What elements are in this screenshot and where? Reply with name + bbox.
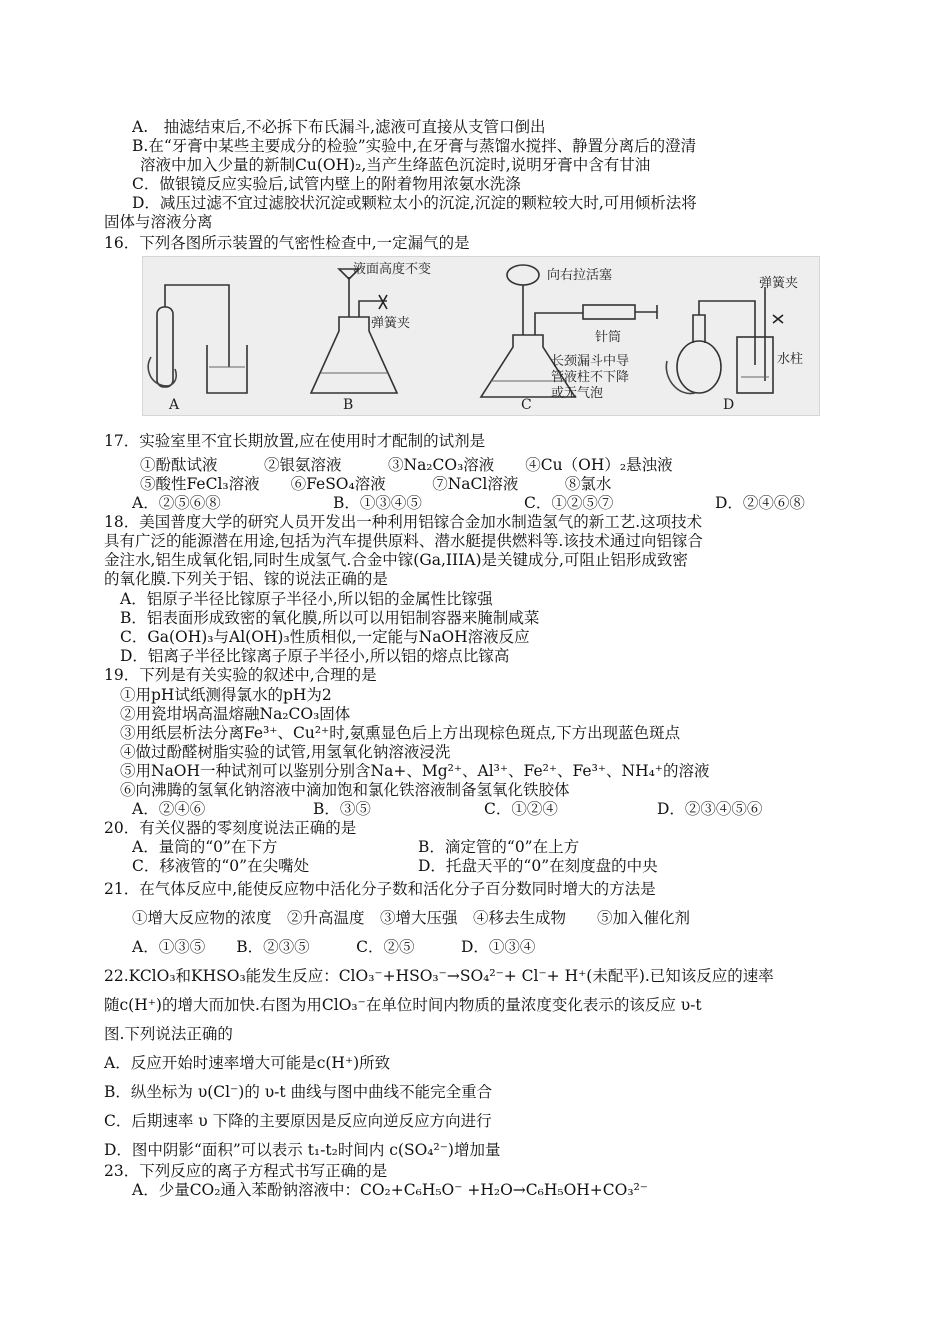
q19-item-2: ②用瓷坩埚高温熔融Na₂CO₃固体 bbox=[120, 705, 351, 723]
q15-option-c: C．做银镜反应实验后,试管内壁上的附着物用浓氨水洗涤 bbox=[132, 175, 521, 193]
q15-option-d-line1: D．减压过滤不宜过滤胶状沉淀或颗粒太小的沉淀,沉淀的颗粒较大时,可用倾析法将 bbox=[132, 194, 697, 212]
apparatus-d-flask bbox=[677, 341, 721, 393]
q18-stem-line3: 金注水,铝生成氧化铝,同时生成氢气.合金中镓(Ga,IIIA)是关键成分,可阻止铝形成致密 bbox=[104, 551, 688, 569]
label-c-note-3: 或无气泡 bbox=[551, 386, 604, 401]
q20-stem: 20．有关仪器的零刻度说法正确的是 bbox=[104, 819, 357, 837]
q22-stem-line1: 22.KClO₃和KHSO₃能发生反应：ClO₃⁻+HSO₃⁻→SO₄²⁻+ Cl⁻+ H⁺(未配平).已知该反应的速率 bbox=[104, 967, 774, 985]
q19-option-d: D．②③④⑤⑥ bbox=[657, 800, 763, 818]
q19-item-5: ⑤用NaOH一种试剂可以鉴别分别含Na+、Mg²⁺、Al³⁺、Fe²⁺、Fe³⁺、NH₄⁺的溶液 bbox=[120, 762, 710, 780]
q17-reagents-row1: ①酚酞试液 ②银氨溶液 ③Na₂CO₃溶液 ④Cu（OH）₂悬浊液 bbox=[140, 456, 673, 474]
q20-option-d: D．托盘天平的“0”在刻度盘的中央 bbox=[418, 857, 658, 875]
q19-stem: 19．下列是有关实验的叙述中,合理的是 bbox=[104, 666, 377, 684]
label-b-clamp: 弹簧夹 bbox=[371, 316, 411, 331]
q15-option-b-line2: 溶液中加入少量的新制Cu(OH)₂,当产生绛蓝色沉淀时,说明牙膏中含有甘油 bbox=[140, 156, 651, 174]
q18-stem-line4: 的氧化膜.下列关于铝、镓的说法正确的是 bbox=[104, 570, 388, 588]
q18-option-c: C．Ga(OH)₃与Al(OH)₃性质相似,一定能与NaOH溶液反应 bbox=[120, 628, 530, 646]
label-d: D bbox=[723, 397, 735, 413]
q17-option-d: D．②④⑥⑧ bbox=[715, 494, 805, 512]
q22-option-b: B．纵坐标为 υ(Cl⁻)的 υ-t 曲线与图中曲线不能完全重合 bbox=[104, 1083, 493, 1101]
q21-options: A．①③⑤ B．②③⑤ C．②⑤ D．①③④ bbox=[132, 938, 536, 956]
label-c-pull-piston: 向右拉活塞 bbox=[547, 268, 613, 283]
apparatus-a-test-tube bbox=[157, 307, 173, 387]
apparatus-drawing bbox=[143, 257, 819, 415]
q18-option-d: D．铝离子半径比镓离子原子半径小,所以铝的熔点比镓高 bbox=[120, 647, 510, 665]
q16-apparatus-figure bbox=[142, 256, 820, 416]
q22-option-c: C．后期速率 υ 下降的主要原因是反应向逆反应方向进行 bbox=[104, 1112, 492, 1130]
q21-methods: ①增大反应物的浓度 ②升高温度 ③增大压强 ④移去生成物 ⑤加入催化剂 bbox=[132, 909, 691, 927]
q16-stem: 16．下列各图所示装置的气密性检查中,一定漏气的是 bbox=[104, 234, 470, 252]
q17-stem: 17．实验室里不宜长期放置,应在使用时才配制的试剂是 bbox=[104, 432, 486, 450]
q19-item-1: ①用pH试纸测得氯水的pH为2 bbox=[120, 686, 332, 704]
q18-stem-line1: 18．美国普度大学的研究人员开发出一种利用铝镓合金加水制造氢气的新工艺.这项技术 bbox=[104, 513, 703, 531]
q19-option-b: B．③⑤ bbox=[313, 800, 371, 818]
q22-option-a: A．反应开始时速率增大可能是c(H⁺)所致 bbox=[104, 1054, 391, 1072]
q17-option-a: A．②⑤⑥⑧ bbox=[132, 494, 221, 512]
q17-option-b: B．①③④⑤ bbox=[333, 494, 422, 512]
label-d-water-column: 水柱 bbox=[777, 352, 804, 367]
q15-option-a: A. 抽滤结束后,不必拆下布氏漏斗,滤液可直接从支管口倒出 bbox=[132, 118, 546, 136]
apparatus-a-delivery-tube bbox=[165, 285, 229, 367]
q17-option-c: C．①②⑤⑦ bbox=[524, 494, 614, 512]
q20-option-a: A．量筒的“0”在下方 bbox=[132, 838, 278, 856]
label-b: B bbox=[343, 397, 354, 413]
q19-option-c: C．①②④ bbox=[484, 800, 558, 818]
q20-option-b: B．滴定管的“0”在上方 bbox=[418, 838, 580, 856]
q17-reagents-row2: ⑤酸性FeCl₃溶液 ⑥FeSO₄溶液 ⑦NaCl溶液 ⑧氯水 bbox=[140, 475, 612, 493]
label-c-syringe: 针筒 bbox=[595, 330, 622, 345]
q23-option-a: A．少量CO₂通入苯酚钠溶液中：CO₂+C₆H₅O⁻ +H₂O→C₆H₅OH+CO₃²⁻ bbox=[132, 1181, 648, 1199]
label-c-note-2: 管液柱不下降 bbox=[551, 370, 630, 385]
apparatus-c-syringe bbox=[583, 305, 635, 319]
q15-option-b-line1: B.在“牙膏中某些主要成分的检验”实验中,在牙膏与蒸馏水搅拌、静置分离后的澄清 bbox=[132, 137, 697, 155]
q19-item-6: ⑥向沸腾的氢氧化钠溶液中滴加饱和氯化铁溶液制备氢氧化铁胶体 bbox=[120, 781, 570, 799]
q19-item-3: ③用纸层析法分离Fe³⁺、Cu²⁺时,氨熏显色后上方出现棕色斑点,下方出现蓝色斑点 bbox=[120, 724, 681, 742]
q18-option-b: B．铝表面形成致密的氧化膜,所以可以用铝制容器来腌制咸菜 bbox=[120, 609, 540, 627]
q22-stem-line2: 随c(H⁺)的增大而加快.右图为用ClO₃⁻在单位时间内物质的量浓度变化表示的该反应 υ-t bbox=[104, 996, 702, 1014]
apparatus-a-beaker bbox=[207, 345, 247, 393]
q22-option-d: D．图中阴影“面积”可以表示 t₁-t₂时间内 c(SO₄²⁻)增加量 bbox=[104, 1141, 501, 1159]
q18-stem-line2: 具有广泛的能源潜在用途,包括为汽车提供原料、潜水艇提供燃料等.该技术通过向铝镓合 bbox=[104, 532, 703, 550]
q23-stem: 23．下列反应的离子方程式书写正确的是 bbox=[104, 1162, 388, 1180]
label-c-note-1: 长颈漏斗中导 bbox=[551, 354, 630, 369]
label-b-liquid-level: 液面高度不变 bbox=[353, 262, 432, 277]
q18-option-a: A．铝原子半径比镓原子半径小,所以铝的金属性比镓强 bbox=[120, 590, 493, 608]
label-a: A bbox=[169, 397, 180, 413]
q15-option-d-line2: 固体与溶液分离 bbox=[104, 213, 213, 231]
q20-option-c: C．移液管的“0”在尖嘴处 bbox=[132, 857, 310, 875]
label-c: C bbox=[521, 397, 532, 413]
q19-option-a: A．②④⑥ bbox=[132, 800, 206, 818]
q19-item-4: ④做过酚醛树脂实验的试管,用氢氧化钠溶液浸洗 bbox=[120, 743, 451, 761]
q22-stem-line3: 图.下列说法正确的 bbox=[104, 1025, 233, 1043]
label-d-clamp: 弹簧夹 bbox=[759, 276, 799, 291]
q21-stem: 21．在气体反应中,能使反应物中活化分子数和活化分子百分数同时增大的方法是 bbox=[104, 880, 656, 898]
